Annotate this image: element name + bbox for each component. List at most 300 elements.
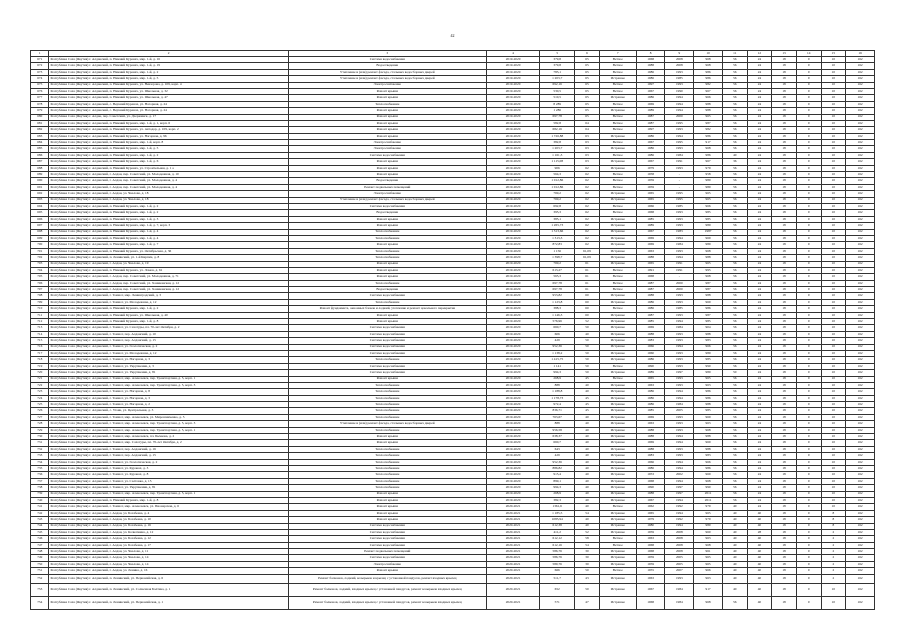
table-cell: 40: [722, 549, 747, 555]
table-cell: 969: [694, 440, 723, 446]
table-cell: 56: [722, 165, 747, 171]
table-cell: 1989: [636, 370, 665, 376]
table-cell: Система водоснабжения: [288, 331, 486, 337]
table-cell: 162: [846, 561, 875, 567]
table-cell: 24: [747, 133, 772, 139]
table-cell: 1969: [636, 440, 665, 446]
table-cell: 1983: [665, 229, 694, 235]
repair-schedule-table: [30, 50, 875, 610]
table-cell: 1 156: [540, 248, 575, 254]
table-cell: 10: [821, 389, 846, 395]
table-cell: -: [665, 178, 694, 184]
table-cell: 24: [747, 421, 772, 427]
table-cell: 686: [31, 152, 49, 158]
table-cell: 0: [796, 255, 821, 261]
table-cell: 56: [722, 197, 747, 203]
table-cell: 564,3: [540, 172, 575, 178]
table-cell: 692,16: [540, 82, 575, 88]
table-cell: 10: [821, 114, 846, 120]
table-cell: 1993: [665, 376, 694, 382]
table-cell: 0: [796, 120, 821, 126]
table-cell: 162: [846, 178, 875, 184]
column-header: 13: [772, 51, 797, 57]
table-cell: 18: [772, 140, 797, 146]
table-cell: 712: [31, 319, 49, 325]
table-cell: 10: [821, 248, 846, 254]
table-cell: Республика Саха (Якутия) г. Алданский, г. Томмот, пер. Алданский, д. 16: [49, 446, 288, 452]
table-cell: 2008: [665, 63, 694, 69]
table-cell: 24: [747, 472, 772, 478]
table-row: [31, 584, 875, 597]
table-cell: Республика Саха (Якутия) г. Алданский, г. Алдан, ул. Бозабеева, д. 4: [49, 510, 288, 516]
table-cell: 2019-2020: [486, 299, 539, 305]
table-cell: 40: [747, 561, 772, 567]
table-cell: 703: [31, 261, 49, 267]
table-cell: 2019-2020: [486, 88, 539, 94]
table-cell: 162: [846, 69, 875, 75]
table-cell: 2019-2020: [486, 350, 539, 356]
table-cell: 576,96: [540, 319, 575, 325]
table-cell: 1986: [636, 95, 665, 101]
table-cell: 10: [821, 344, 846, 350]
table-cell: 1 313,66: [540, 229, 575, 235]
table-cell: 2020-2021: [486, 510, 539, 516]
table-cell: 56: [722, 146, 747, 152]
table-cell: 40: [575, 504, 600, 510]
table-cell: 966: [694, 568, 723, 574]
table-cell: Республика Саха (Якутия) г. Алданский, п. Нижний Куранах, ул. Октябрьская, д. 36: [49, 248, 288, 254]
table-cell: 2: [821, 536, 846, 542]
table-cell: Истрашее: [599, 344, 636, 350]
table-cell: 1 203,7: [540, 76, 575, 82]
table-cell: 697,78: [540, 287, 575, 293]
table-cell: 62: [575, 235, 600, 241]
table-cell: Теплоснабжение: [288, 459, 486, 465]
table-cell: 989: [694, 184, 723, 190]
table-cell: 10: [821, 261, 846, 267]
table-cell: Республика Саха (Якутия) г. Алданский, п. Нижний Куранах, ул. Невзорова, д. 109, корп. 4: [49, 82, 288, 88]
table-cell: 56: [722, 497, 747, 503]
table-cell: Ремонт крыши: [288, 497, 486, 503]
table-cell: 40: [575, 446, 600, 452]
table-cell: 1959: [636, 184, 665, 190]
table-cell: 1986: [636, 395, 665, 401]
table-cell: 2: [821, 549, 846, 555]
table-cell: 162: [846, 376, 875, 382]
table-cell: 24: [747, 274, 772, 280]
table-cell: 10: [821, 127, 846, 133]
table-cell: 965: [694, 561, 723, 567]
table-cell: Ремонт крыши: [288, 88, 486, 94]
table-cell: 56: [722, 446, 747, 452]
table-cell: 18: [772, 114, 797, 120]
table-cell: 972,4: [540, 402, 575, 408]
table-cell: 2019-2020: [486, 261, 539, 267]
table-cell: 24: [747, 63, 772, 69]
table-cell: 0: [796, 555, 821, 561]
table-cell: Республика Саха (Якутия) г. Алданский, г. Томмот, ул. Нагорная, д. 3: [49, 395, 288, 401]
table-cell: 968: [694, 597, 723, 610]
table-cell: 697,78: [540, 280, 575, 286]
table-cell: 40: [575, 485, 600, 491]
table-cell: Система водоснабжения: [288, 293, 486, 299]
table-cell: 687: [31, 159, 49, 165]
table-cell: 2008: [665, 549, 694, 555]
table-cell: 56: [722, 184, 747, 190]
table-cell: 162: [846, 76, 875, 82]
table-cell: Истрашее: [599, 440, 636, 446]
table-cell: 742: [31, 510, 49, 516]
table-cell: 2019-2020: [486, 427, 539, 433]
table-cell: Истрашее: [599, 242, 636, 248]
table-cell: Республика Саха (Якутия) г. Алдан, пер. Советский, ул. Дзержинск, д. 17: [49, 114, 288, 120]
table-cell: 24: [747, 82, 772, 88]
table-cell: 24: [747, 261, 772, 267]
table-cell: 2019-2020: [486, 242, 539, 248]
table-cell: 162: [846, 293, 875, 299]
table-cell: 162: [846, 382, 875, 388]
table-cell: 1993: [665, 248, 694, 254]
table-cell: 675: [31, 82, 49, 88]
table-cell: 56: [722, 287, 747, 293]
table-cell: 65: [575, 76, 600, 82]
table-cell: 18: [772, 287, 797, 293]
table-cell: 162: [846, 114, 875, 120]
table-cell: 24: [747, 344, 772, 350]
table-cell: 54: [575, 542, 600, 548]
table-cell: 1984: [665, 584, 694, 597]
table-cell: 1984: [665, 325, 694, 331]
table-cell: Ветхое: [599, 376, 636, 382]
table-cell: 10: [821, 497, 846, 503]
table-cell: 1953: [636, 472, 665, 478]
table-cell: 45: [575, 395, 600, 401]
table-cell: 56: [722, 453, 747, 459]
table-cell: 56: [722, 319, 747, 325]
table-cell: 2019-2020: [486, 389, 539, 395]
table-cell: 968: [694, 478, 723, 484]
table-cell: 18: [772, 242, 797, 248]
table-cell: 707: [31, 287, 49, 293]
table-cell: 1963: [636, 421, 665, 427]
table-cell: 10: [821, 395, 846, 401]
table-cell: 967: [694, 88, 723, 94]
table-cell: 56: [722, 235, 747, 241]
table-cell: Система водоснабжения: [288, 523, 486, 529]
table-cell: Истрашее: [599, 485, 636, 491]
table-cell: 10: [821, 440, 846, 446]
table-cell: 63: [575, 146, 600, 152]
table-cell: Теплоснабжение: [288, 408, 486, 414]
table-cell: 2019-2020: [486, 421, 539, 427]
table-cell: 1994: [665, 255, 694, 261]
table-cell: 1 141: [540, 363, 575, 369]
table-cell: 728: [31, 421, 49, 427]
table-cell: Теплоснабжение: [288, 389, 486, 395]
table-cell: 18: [772, 542, 797, 548]
table-cell: 162: [846, 229, 875, 235]
table-cell: 56: [722, 293, 747, 299]
table-cell: Теплоснабжение: [288, 280, 486, 286]
table-cell: Республика Саха (Якутия) г. Алданский, г. Томмот, ул. Молодежная, д. 12: [49, 299, 288, 305]
table-cell: 0: [796, 466, 821, 472]
table-cell: 18: [772, 497, 797, 503]
table-cell: 2019-2020: [486, 363, 539, 369]
table-cell: 61,09: [575, 248, 600, 254]
table-cell: Система водоснабжения: [288, 325, 486, 331]
table-cell: Истрашее: [599, 466, 636, 472]
table-cell: Ремонт крыши: [288, 319, 486, 325]
table-cell: 65: [575, 63, 600, 69]
table-cell: 18: [772, 350, 797, 356]
table-cell: 162: [846, 287, 875, 293]
table-cell: 56: [722, 280, 747, 286]
table-cell: 18: [772, 95, 797, 101]
table-cell: 18: [772, 510, 797, 516]
table-cell: 969: [694, 414, 723, 420]
table-cell: 0: [796, 133, 821, 139]
table-cell: 0: [796, 159, 821, 165]
table-cell: 2: [821, 542, 846, 548]
table-cell: 56: [722, 82, 747, 88]
table-cell: Ветхое: [599, 274, 636, 280]
table-cell: 968: [694, 57, 723, 63]
table-cell: Ветхое: [599, 542, 636, 548]
table-cell: Истрашее: [599, 408, 636, 414]
table-cell: 2019-2020: [486, 114, 539, 120]
table-cell: Водоотведение: [288, 287, 486, 293]
table-cell: 0: [796, 357, 821, 363]
table-cell: Истрашее: [599, 229, 636, 235]
table-cell: 24: [747, 76, 772, 82]
table-cell: 723: [31, 389, 49, 395]
table-cell: 966: [694, 344, 723, 350]
table-cell: 691: [31, 184, 49, 190]
table-cell: Истрашее: [599, 165, 636, 171]
table-cell: 162: [846, 216, 875, 222]
table-cell: 18: [772, 382, 797, 388]
table-cell: Ветхое: [599, 178, 636, 184]
table-cell: 0: [796, 427, 821, 433]
table-cell: 40: [722, 536, 747, 542]
table-cell: 966: [694, 95, 723, 101]
table-cell: 2019-2020: [486, 434, 539, 440]
table-cell: 50: [575, 350, 600, 356]
table-cell: 18: [772, 261, 797, 267]
table-cell: 24: [747, 287, 772, 293]
table-cell: 1986: [636, 146, 665, 152]
table-cell: 45: [575, 408, 600, 414]
table-cell: Система водоснабжения: [288, 57, 486, 63]
table-cell: Ветхое: [599, 82, 636, 88]
table-cell: 56: [722, 223, 747, 229]
table-cell: 24: [747, 363, 772, 369]
table-cell: 10: [821, 408, 846, 414]
table-cell: 40: [747, 597, 772, 610]
table-cell: Истрашее: [599, 459, 636, 465]
table-cell: Республика Саха (Якутия) г. Алданский, п. Нижний Куранах, мкр. 1-й, д. 7: [49, 242, 288, 248]
table-cell: Истрашее: [599, 312, 636, 318]
table-cell: 65: [575, 88, 600, 94]
table-cell: 1986: [636, 133, 665, 139]
table-cell: Республика Саха (Якутия) г. Алданский, г. Томмот, ул. Нагорная, д. 3: [49, 357, 288, 363]
table-cell: Истрашее: [599, 549, 636, 555]
table-cell: 968: [694, 542, 723, 548]
table-cell: 61: [575, 274, 600, 280]
table-cell: 24: [747, 376, 772, 382]
table-cell: 0: [796, 203, 821, 209]
table-cell: 2020-2021: [486, 549, 539, 555]
table-cell: 727: [31, 414, 49, 420]
table-cell: 729: [31, 427, 49, 433]
table-cell: 62: [575, 223, 600, 229]
table-cell: Истрашее: [599, 395, 636, 401]
table-cell: 10: [821, 319, 846, 325]
table-cell: Ветхое: [599, 69, 636, 75]
table-cell: 745: [31, 529, 49, 535]
table-cell: 18: [772, 446, 797, 452]
table-cell: 10: [821, 459, 846, 465]
table-cell: 899,1: [540, 478, 575, 484]
table-cell: 61: [575, 267, 600, 273]
table-cell: Ветхое: [599, 57, 636, 63]
table-cell: 65: [575, 82, 600, 88]
table-cell: 24: [747, 248, 772, 254]
table-cell: Ремонт крыши: [288, 261, 486, 267]
table-cell: 684: [31, 140, 49, 146]
table-cell: 2011: [694, 491, 723, 497]
table-cell: 24: [747, 184, 772, 190]
table-cell: 2007: [665, 568, 694, 574]
table-cell: 56: [722, 597, 747, 610]
table-cell: 1991: [665, 159, 694, 165]
table-cell: Республика Саха (Якутия) г. Алданский, п. Ленинский, ул. Солнечная Балтика, д. 1: [49, 584, 288, 597]
table-cell: 10: [821, 191, 846, 197]
table-cell: 62: [575, 203, 600, 209]
table-cell: Истрашее: [599, 402, 636, 408]
table-cell: 754: [31, 597, 49, 610]
table-cell: Ветхое: [599, 287, 636, 293]
table-cell: Республика Саха (Якутия) г. Алданский, г. Томмот, мкр. Алексеевск, пер. Транспортная, д. 5, корп. 1: [49, 376, 288, 382]
table-cell: 718: [31, 357, 49, 363]
table-cell: 40: [722, 584, 747, 597]
table-cell: Электроснабжение: [288, 146, 486, 152]
table-cell: 2019-2020: [486, 159, 539, 165]
table-cell: 18: [772, 549, 797, 555]
table-cell: 24: [747, 114, 772, 120]
table-cell: 24: [747, 267, 772, 273]
table-cell: 731: [31, 440, 49, 446]
table-cell: 710: [31, 306, 49, 312]
table-cell: Республика Саха (Якутия) г. Алданский, п. Нижний Куранах, ул. Строительная, д. 1 а: [49, 165, 288, 171]
table-cell: Система водоснабжения: [288, 344, 486, 350]
table-cell: 18: [772, 299, 797, 305]
table-cell: 1965: [636, 261, 665, 267]
table-cell: -: [665, 172, 694, 178]
table-cell: 10: [821, 357, 846, 363]
table-cell: 0: [796, 485, 821, 491]
table-cell: 963: [694, 382, 723, 388]
table-cell: 162: [846, 274, 875, 280]
table-cell: 695: [31, 210, 49, 216]
table-cell: 18: [772, 178, 797, 184]
table-cell: 2019-2020: [486, 69, 539, 75]
table-cell: 961: [694, 549, 723, 555]
table-cell: 56: [722, 133, 747, 139]
table-cell: Республика Саха (Якутия) г. Алданский, п. Нижний Куранах, мкр. 1-й, д. 16: [49, 57, 288, 63]
table-cell: 985: [694, 357, 723, 363]
table-cell: -: [665, 184, 694, 190]
table-cell: 1965: [636, 376, 665, 382]
table-cell: 24: [747, 497, 772, 503]
table-cell: 0: [796, 319, 821, 325]
table-cell: 0: [796, 299, 821, 305]
table-cell: 681: [31, 120, 49, 126]
table-cell: 162: [846, 446, 875, 452]
table-cell: 0: [796, 504, 821, 510]
table-cell: 1994: [665, 395, 694, 401]
table-cell: 748: [31, 549, 49, 555]
table-cell: Истрашее: [599, 427, 636, 433]
table-cell: 613,27: [540, 267, 575, 273]
table-cell: Истрашее: [599, 235, 636, 241]
table-cell: 1361,6: [540, 504, 575, 510]
table-cell: 56: [722, 95, 747, 101]
table-cell: 56: [722, 389, 747, 395]
table-cell: 61,09: [575, 255, 600, 261]
table-cell: 746: [31, 536, 49, 542]
table-cell: 1993: [665, 331, 694, 337]
table-cell: 989: [694, 370, 723, 376]
table-cell: 606: [540, 331, 575, 337]
table-cell: 1988: [636, 293, 665, 299]
column-header: 3: [288, 51, 486, 57]
table-cell: 1991: [636, 267, 665, 273]
table-cell: 24: [747, 229, 772, 235]
table-cell: 18: [772, 101, 797, 107]
table-cell: 0: [796, 338, 821, 344]
table-cell: 50: [575, 357, 600, 363]
table-cell: 24: [747, 127, 772, 133]
table-cell: 0: [796, 584, 821, 597]
table-cell: 2019-2020: [486, 63, 539, 69]
table-cell: 62: [575, 172, 600, 178]
table-cell: 162: [846, 427, 875, 433]
table-cell: 162: [846, 248, 875, 254]
table-cell: 10: [821, 299, 846, 305]
table-cell: 56: [722, 427, 747, 433]
table-cell: Утепление и (или) ремонт фасада, стальных водосборных дверей: [288, 197, 486, 203]
table-cell: Республика Саха (Якутия) г. Алданский, г. Томмот, ул. Геологическая, д. 2: [49, 344, 288, 350]
table-cell: 24: [747, 165, 772, 171]
table-cell: 987: [694, 287, 723, 293]
table-cell: 586,76: [540, 549, 575, 555]
table-cell: Республика Саха (Якутия) г. Алданский, г. Алдан, ул. Чкалова, д. 14: [49, 555, 288, 561]
table-cell: Ветхое: [599, 140, 636, 146]
table-cell: Республика Саха (Якутия) г. Алданский, г. Томмот, ул. Укрупнения, д. 3: [49, 363, 288, 369]
table-cell: 0: [796, 114, 821, 120]
table-cell: 2019-2020: [486, 280, 539, 286]
table-cell: Ветхое: [599, 568, 636, 574]
table-cell: Республика Саха (Якутия) г. Алданский, г. Алдан, пер. Советский, ул. Ханиканская, д. 12: [49, 280, 288, 286]
table-cell: 968: [694, 427, 723, 433]
table-cell: 979: [694, 165, 723, 171]
table-cell: 0: [796, 280, 821, 286]
table-cell: 10: [821, 133, 846, 139]
table-cell: 1963: [636, 574, 665, 583]
table-cell: 162: [846, 325, 875, 331]
table-cell: 988: [694, 108, 723, 114]
